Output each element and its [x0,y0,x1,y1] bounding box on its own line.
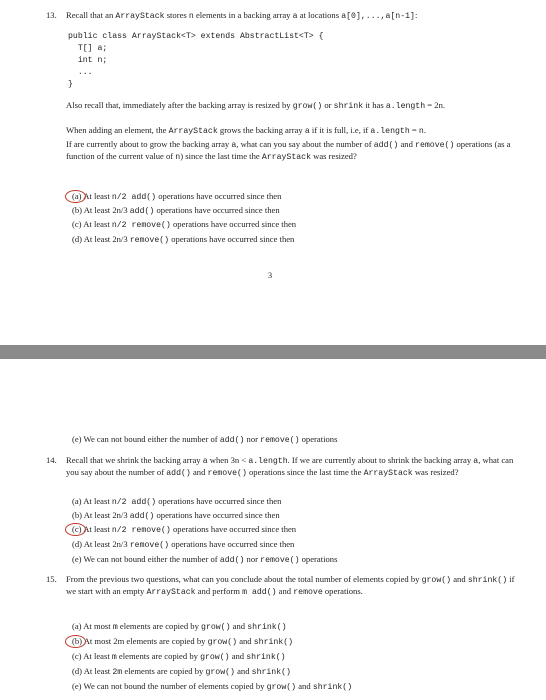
text-segment: (a) At least [72,191,112,201]
text-segment: operations have occurred since then [170,219,297,229]
text-segment: operations. [322,586,363,597]
code-text: shrink() [247,623,287,632]
text-segment: or [322,100,334,110]
text-segment: was resized? [412,467,459,478]
page-divider [0,345,546,359]
text-segment: operations have occurred since then [156,496,282,506]
code-text: add() [129,512,155,521]
q15-option-d[interactable] [72,666,291,678]
text-segment: elements are copied by [117,621,202,631]
text-segment: and [276,586,294,597]
text-segment: operations have occurred since then [169,539,295,549]
text-segment: , what can you say about the number of [236,139,374,149]
text-segment: nor [244,554,261,564]
text-segment: (c) At least [72,219,112,229]
code-text: add() [129,207,155,216]
code-line: int n; [68,56,108,65]
q13-option-e[interactable] [72,434,337,446]
q14-question [66,455,516,479]
text-segment: operations have occurred since then [154,510,280,520]
text-segment: if it is full, i.e, if [309,125,371,135]
code-text: ArrayStack [168,127,218,136]
q15-option-e[interactable] [72,681,352,693]
code-text: grow() [201,623,231,632]
code-text: m add() [242,588,277,598]
text-segment: (b) At least 2n/3 [72,205,130,215]
text-segment: = 2n. [425,100,446,110]
q14-option-d[interactable] [72,539,294,551]
q13-para-question [66,139,516,163]
page-2 [0,359,546,700]
q13-para-grow [66,125,516,137]
text-segment: (d) At least [72,666,113,676]
text-segment: operations have occurred since then [170,524,297,534]
q13-intro [66,10,516,22]
code-text: n [188,12,194,21]
code-text: a [304,127,310,136]
code-text: a.length [385,102,426,111]
code-line: T[] a; [68,44,108,53]
q13-number: 13. [46,10,57,20]
text-segment: . If we are currently about to shrink the backing array [287,455,474,465]
text-segment: nor [244,434,261,444]
text-segment: operations have occurred since then [154,205,280,215]
code-text: a.length [248,457,288,466]
text-segment: was resized? [310,151,357,162]
text-segment: when 3n < [207,455,249,465]
text-segment: elements are copied by [122,666,206,676]
text-segment: (e) We can not bound the number of elements copied by [72,681,267,691]
text-segment: and [190,467,208,478]
code-line: public class ArrayStack<T> extends AbstractList<T> { [68,32,324,41]
code-text: ArrayStack [261,153,311,163]
text-segment: ) since the last time the [180,151,262,162]
code-text: a [292,12,298,21]
text-segment: and [234,666,252,676]
text-segment: (a) At most [72,621,113,631]
text-segment: operations have occurred since then [169,234,295,244]
text-segment: . [423,125,426,135]
code-text: 2m [112,668,123,677]
code-text: ArrayStack [115,12,165,21]
code-text: m [112,623,118,632]
code-text: grow() [292,102,323,111]
code-text: m [111,653,117,662]
text-segment: (d) At least 2n/3 [72,539,130,549]
text-segment: = [409,125,419,135]
text-segment: (c) At least [72,524,112,534]
text-segment: stores [164,10,189,20]
text-segment: operations (as a function of the current value of [66,139,511,162]
code-text: shrink() [467,576,508,585]
code-text: shrink() [253,638,294,647]
code-text: a [473,457,479,466]
text-segment: (a) At least [72,496,112,506]
q15-selected-circle [65,635,86,648]
code-text: ArrayStack [146,588,196,598]
code-text: remove() [207,469,247,479]
code-text: n [418,127,424,136]
text-segment: elements are copied by [116,651,201,661]
text-segment: operations [299,434,338,444]
q15-question [66,574,516,598]
code-line: ... [68,68,93,77]
text-segment: at locations [297,10,342,20]
code-text: remove() [129,236,170,245]
text-segment: elements in a backing array [193,10,293,20]
text-segment: , what can you say about the number of [66,455,514,478]
code-text: grow() [200,653,230,662]
q13-para-resize [66,100,516,112]
page-1 [0,0,546,345]
code-text: grow() [421,576,452,585]
code-text: a[0],...,a[n-1] [341,12,415,21]
code-text: ArrayStack [363,469,413,479]
q15-option-c[interactable] [72,651,286,663]
text-segment: it has [363,100,386,110]
code-text: shrink() [246,653,286,662]
code-text: remove [293,588,323,598]
code-text: remove() [260,436,300,445]
code-text: shrink() [251,668,291,677]
q14-option-a[interactable] [72,496,281,508]
q13-option-c[interactable] [72,219,296,231]
q14-selected-circle [65,523,86,536]
text-segment: and [296,681,313,691]
text-segment: and [398,139,416,149]
code-text: n/2 add() [111,498,157,507]
text-segment: (c) At least [72,651,112,661]
q13-option-b[interactable] [72,205,280,217]
text-segment: grows the backing array [217,125,305,135]
text-segment: and [229,651,247,661]
text-segment: and [451,574,468,584]
code-text: n [175,153,181,163]
q15-number: 15. [46,574,57,584]
text-segment: if we start with an empty [66,574,515,597]
text-segment: From the previous two questions, what can you conclude about the total number of elements copied by [66,574,422,584]
code-text: add() [373,141,399,150]
page-number: 3 [268,271,273,280]
q13-selected-circle [65,190,86,203]
text-segment: operations [299,554,338,564]
text-segment: (d) At least 2n/3 [72,234,130,244]
q15-option-a[interactable] [72,621,287,633]
text-segment: Recall that an [66,10,116,20]
q14-number: 14. [46,455,57,465]
code-text: remove() [260,556,300,565]
code-text: add() [166,469,191,479]
code-text: shrink() [312,683,353,692]
text-segment: : [414,10,418,20]
text-segment: (e) We can not bound either the number of [72,554,220,564]
q13-option-d[interactable] [72,234,294,246]
text-segment: operations have occurred since then [156,191,282,201]
text-segment: When adding an element, the [66,125,169,135]
code-text: a.length [370,127,410,136]
text-segment: and [237,636,254,646]
text-segment: Recall that we shrink the backing array [66,455,203,465]
text-segment: If are currently about to grow the backing array [66,139,232,149]
code-text: a [202,457,208,466]
code-line: } [68,80,73,89]
text-segment: (b) At most 2m elements are copied by [72,636,208,646]
code-text: grow() [207,638,238,647]
code-text: n/2 add() [111,193,157,202]
code-text: add() [219,556,245,565]
q14-option-c[interactable] [72,524,296,536]
code-text: add() [219,436,245,445]
q14-option-b[interactable] [72,510,280,522]
code-text: shrink [333,102,364,111]
code-text: n/2 remove() [111,221,171,230]
code-text: grow() [266,683,297,692]
text-segment: and perform [195,586,243,597]
text-segment: and [230,621,248,631]
q14-option-e[interactable] [72,554,337,566]
text-segment: operations since the last time the [246,467,364,478]
q13-option-a[interactable] [72,191,281,203]
text-segment: (b) At least 2n/3 [72,510,130,520]
text-segment: Also recall that, immediately after the backing array is resized by [66,100,293,110]
code-text: a [231,141,237,150]
q15-option-b[interactable] [72,636,293,648]
code-text: remove() [415,141,455,150]
code-text: grow() [205,668,235,677]
code-text: n/2 remove() [111,526,171,535]
code-text: remove() [129,541,170,550]
text-segment: (e) We can not bound either the number of [72,434,220,444]
